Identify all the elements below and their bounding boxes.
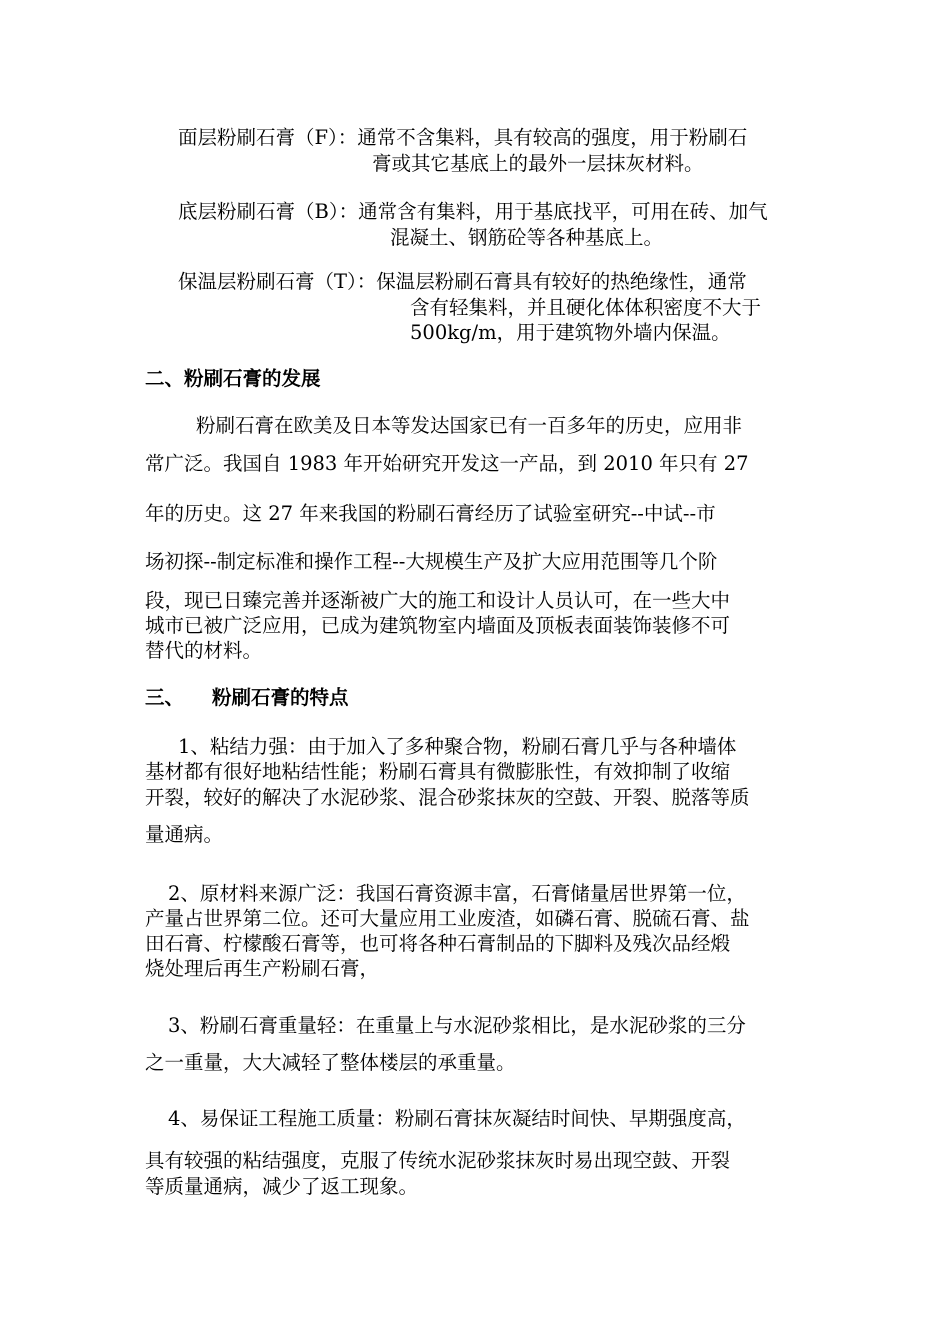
type-insulation-line3: 500kg/m，用于建筑物外墙内保温。 [410, 321, 731, 344]
type-face-line2: 膏或其它基底上的最外一层抹灰材料。 [372, 152, 704, 175]
section3-heading-number: 三、 [145, 686, 185, 709]
type-insulation-line2: 含有轻集料，并且硬化体体积密度不大于 [410, 296, 762, 319]
item2-line: 烧处理后再生产粉刷石膏， [145, 957, 380, 980]
item1-line: 量通病。 [145, 823, 224, 846]
section2-line: 年的历史。这 27 年来我国的粉刷石膏经历了试验室研究--中试--市 [145, 502, 716, 525]
section3-heading-text: 粉刷石膏的特点 [212, 686, 349, 709]
item1-line: 基材都有很好地粘结性能；粉刷石膏具有微膨胀性，有效抑制了收缩 [145, 760, 731, 783]
section2-line: 常广泛。我国自 1983 年开始研究开发这一产品，到 2010 年只有 27 [145, 452, 749, 475]
item2-line: 田石膏、柠檬酸石膏等，也可将各种石膏制品的下脚料及残次品经煅 [145, 932, 731, 955]
type-base-line2: 混凝土、钢筋砼等各种基底上。 [390, 226, 664, 249]
section2-line: 替代的材料。 [145, 639, 263, 662]
item3-line: 之一重量，大大减轻了整体楼层的承重量。 [145, 1051, 516, 1074]
type-base-line1: 底层粉刷石膏（B）：通常含有集料，用于基底找平，可用在砖、加气 [178, 200, 768, 223]
item2-line: 2、原材料来源广泛：我国石膏资源丰富，石膏储量居世界第一位， [168, 882, 746, 905]
section2-line: 场初探--制定标准和操作工程--大规模生产及扩大应用范围等几个阶 [145, 550, 718, 573]
type-face-line1: 面层粉刷石膏（F）：通常不含集料，具有较高的强度，用于粉刷石 [178, 126, 748, 149]
section2-heading: 二、粉刷石膏的发展 [145, 367, 321, 390]
section2-line: 粉刷石膏在欧美及日本等发达国家已有一百多年的历史，应用非 [196, 414, 743, 437]
item1-line: 开裂，较好的解决了水泥砂浆、混合砂浆抹灰的空鼓、开裂、脱落等质 [145, 786, 750, 809]
item4-line: 等质量通病，减少了返工现象。 [145, 1175, 419, 1198]
section2-line: 段，现已日臻完善并逐渐被广大的施工和设计人员认可，在一些大中 [145, 589, 731, 612]
item1-line: 1、粘结力强：由于加入了多种聚合物，粉刷石膏几乎与各种墙体 [178, 735, 737, 758]
item2-line: 产量占世界第二位。还可大量应用工业废渣，如磷石膏、脱硫石膏、盐 [145, 907, 750, 930]
type-insulation-line1: 保温层粉刷石膏（T）：保温层粉刷石膏具有较好的热绝缘性，通常 [178, 270, 747, 293]
item3-line: 3、粉刷石膏重量轻：在重量上与水泥砂浆相比，是水泥砂浆的三分 [168, 1014, 746, 1037]
item4-line: 具有较强的粘结强度，克服了传统水泥砂浆抹灰时易出现空鼓、开裂 [145, 1149, 731, 1172]
section2-line: 城市已被广泛应用，已成为建筑物室内墙面及顶板表面装饰装修不可 [145, 614, 731, 637]
item4-line: 4、易保证工程施工质量：粉刷石膏抹灰凝结时间快、早期强度高， [168, 1107, 746, 1130]
